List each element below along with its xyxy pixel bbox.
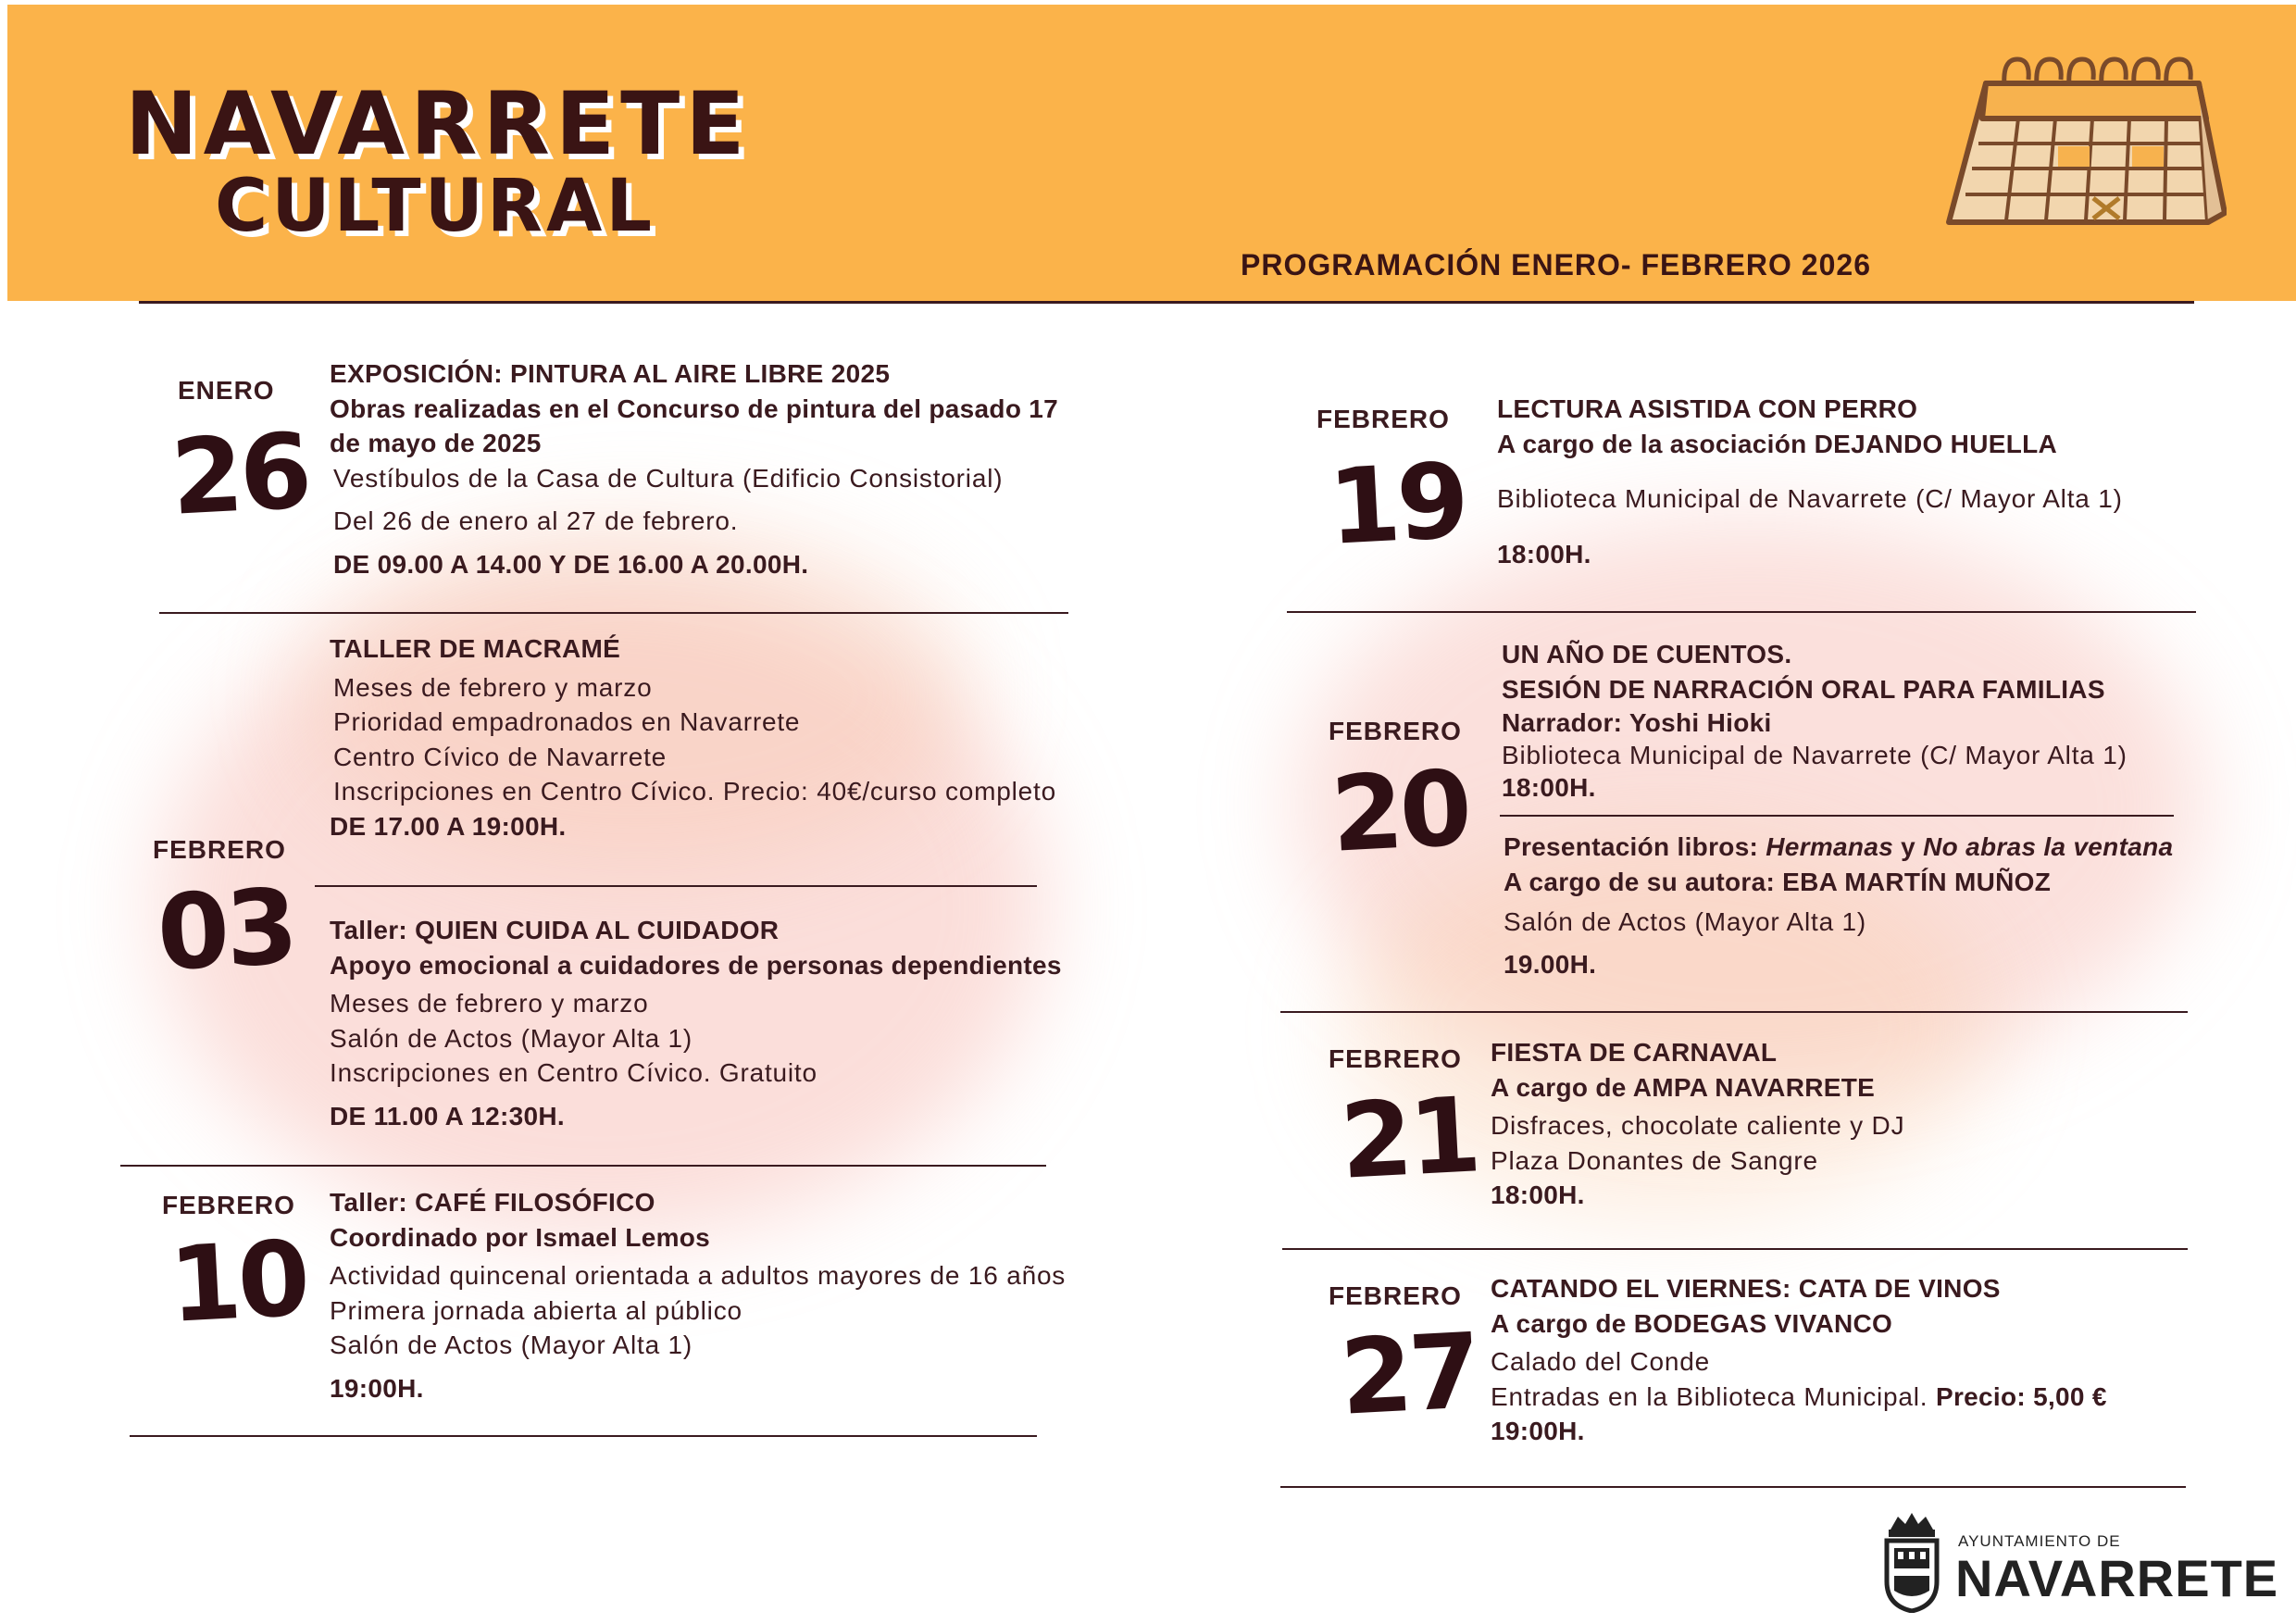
- event-time: 18:00H.: [1491, 1181, 1585, 1209]
- logo-town: NAVARRETE: [1955, 1549, 2279, 1607]
- event-location: Biblioteca Municipal de Navarrete (C/ Mayor Alta 1): [1502, 741, 2128, 769]
- event-time: DE 17.00 A 19:00H.: [330, 811, 567, 841]
- event-location: Salón de Actos (Mayor Alta 1): [330, 1330, 693, 1359]
- event-divider: [130, 1435, 1037, 1437]
- event-subtitle: Apoyo emocional a cuidadores de personas dependientes: [330, 950, 1062, 980]
- event-month: FEBRERO: [1329, 1281, 1462, 1310]
- calendar-icon: [1930, 37, 2227, 250]
- header-divider: [139, 301, 2194, 304]
- event-title: Taller: QUIEN CUIDA AL CUIDADOR: [330, 916, 780, 944]
- event-details: [1497, 392, 2123, 571]
- event-divider: [120, 1165, 1046, 1167]
- event-day: 21: [1337, 1075, 1481, 1203]
- logo-ayuntamiento: AYUNTAMIENTO DE: [1958, 1532, 2121, 1550]
- event-divider: [1282, 1248, 2188, 1250]
- event-details: [1491, 1035, 1904, 1213]
- event-subtitle: A cargo de BODEGAS VIVANCO: [1491, 1308, 1893, 1338]
- event-tickets-text: Entradas en la Biblioteca Municipal.: [1491, 1381, 1936, 1411]
- event-dates: Del 26 de enero al 27 de febrero.: [333, 506, 739, 535]
- event-month: FEBRERO: [1316, 405, 1450, 433]
- event-month: FEBRERO: [1329, 717, 1462, 745]
- event-month: FEBRERO: [1329, 1044, 1462, 1073]
- event-day: 10: [166, 1218, 310, 1346]
- event-details: [330, 631, 1056, 843]
- event-time: 18:00H.: [1502, 773, 1596, 802]
- event-subtitle: Obras realizadas en el Concurso de pintura del pasado 17: [330, 394, 1059, 423]
- event-info: Inscripciones en Centro Cívico. Precio: 40€/curso completo: [333, 777, 1056, 806]
- event-time: DE 09.00 A 14.00 Y DE 16.00 A 20.00H.: [333, 549, 809, 579]
- event-info: Meses de febrero y marzo: [333, 672, 653, 702]
- event-location: Vestíbulos de la Casa de Cultura (Edificio Consistorial): [333, 463, 1004, 493]
- event-info: Prioridad empadronados en Navarrete: [333, 707, 801, 736]
- event-subtitle: Coordinado por Ismael Lemos: [330, 1222, 711, 1252]
- event-title: FIESTA DE CARNAVAL: [1491, 1038, 1778, 1067]
- event-details: [1491, 1271, 2107, 1449]
- event-title: EXPOSICIÓN: PINTURA AL AIRE LIBRE 2025: [330, 359, 891, 388]
- event-month: FEBRERO: [153, 835, 286, 864]
- event-location: Plaza Donantes de Sangre: [1491, 1145, 1818, 1175]
- event-day: 03: [154, 867, 298, 994]
- event-info: Primera jornada abierta al público: [330, 1295, 742, 1325]
- event-time: 18:00H.: [1497, 539, 1591, 568]
- event-title: CATANDO EL VIERNES: CATA DE VINOS: [1491, 1274, 2001, 1303]
- event-time: DE 11.00 A 12:30H.: [330, 1101, 565, 1131]
- event-location: Salón de Actos (Mayor Alta 1): [330, 1023, 693, 1053]
- event-time: 19:00H.: [330, 1373, 424, 1403]
- event-time: 19:00H.: [1491, 1417, 1585, 1445]
- event-title: TALLER DE MACRAMÉ: [330, 634, 621, 663]
- book-title-1: Hermanas: [1766, 832, 1894, 861]
- programacion-title: PROGRAMACIÓN ENERO- FEBRERO 2026: [1241, 248, 1871, 281]
- event-divider: [1280, 1011, 2188, 1013]
- event-details: [330, 356, 1058, 581]
- event-subdivider: [1500, 815, 2174, 817]
- book-presentation: [1504, 830, 2173, 865]
- event-day: 20: [1328, 748, 1472, 876]
- event-day: 27: [1337, 1311, 1481, 1439]
- event-location: Salón de Actos (Mayor Alta 1): [1504, 907, 1867, 936]
- book-prefix: Presentación libros:: [1504, 832, 1766, 861]
- event-location: Centro Cívico de Navarrete: [333, 742, 668, 771]
- event-info: Actividad quincenal orientada a adultos mayores de 16 años: [330, 1261, 1067, 1290]
- book-title-2: No abras la ventana: [1923, 832, 2174, 861]
- event-divider: [1287, 611, 2196, 613]
- event-time: 19.00H.: [1504, 949, 1597, 979]
- event-details: [330, 1185, 1066, 1405]
- event-details: [1502, 637, 2128, 804]
- event-divider: [159, 612, 1068, 614]
- event-divider: [1280, 1486, 2186, 1488]
- brand-subtitle: CULTURAL: [215, 165, 656, 248]
- event-day: 26: [168, 411, 312, 539]
- event-day: 19: [1325, 441, 1469, 568]
- event-month: ENERO: [178, 376, 275, 405]
- event-tickets: [1491, 1380, 2107, 1415]
- event-subtitle: de mayo de 2025: [330, 429, 542, 457]
- event-subtitle: SESIÓN DE NARRACIÓN ORAL PARA FAMILIAS: [1502, 674, 2105, 704]
- event-price: Precio: 5,00 €: [1935, 1381, 2107, 1411]
- event-narrator: Narrador: Yoshi Hioki: [1502, 708, 1772, 737]
- event-title: UN AÑO DE CUENTOS.: [1502, 640, 1792, 668]
- event-details-second: [330, 913, 1062, 1133]
- navarrete-coat-of-arms-icon: [1879, 1509, 1944, 1613]
- event-title: LECTURA ASISTIDA CON PERRO: [1497, 394, 1918, 423]
- event-info: Inscripciones en Centro Cívico. Gratuito: [330, 1058, 817, 1087]
- event-month: FEBRERO: [162, 1191, 295, 1219]
- event-info: Meses de febrero y marzo: [330, 989, 649, 1018]
- event-subtitle: A cargo de su autora: EBA MARTÍN MUÑOZ: [1504, 867, 2052, 896]
- event-location: Biblioteca Municipal de Navarrete (C/ Mayor Alta 1): [1497, 484, 2123, 513]
- event-subtitle: A cargo de AMPA NAVARRETE: [1491, 1072, 1876, 1102]
- brand-title: NAVARRETE: [125, 74, 751, 175]
- event-subtitle: A cargo de la asociación DEJANDO HUELLA: [1497, 429, 2058, 458]
- event-details-second: [1504, 830, 2173, 981]
- book-conj: y: [1893, 832, 1924, 861]
- event-subdivider: [315, 885, 1037, 887]
- event-location: Calado del Conde: [1491, 1347, 1710, 1376]
- event-title: Taller: CAFÉ FILOSÓFICO: [330, 1188, 655, 1217]
- event-info: Disfraces, chocolate caliente y DJ: [1491, 1111, 1905, 1140]
